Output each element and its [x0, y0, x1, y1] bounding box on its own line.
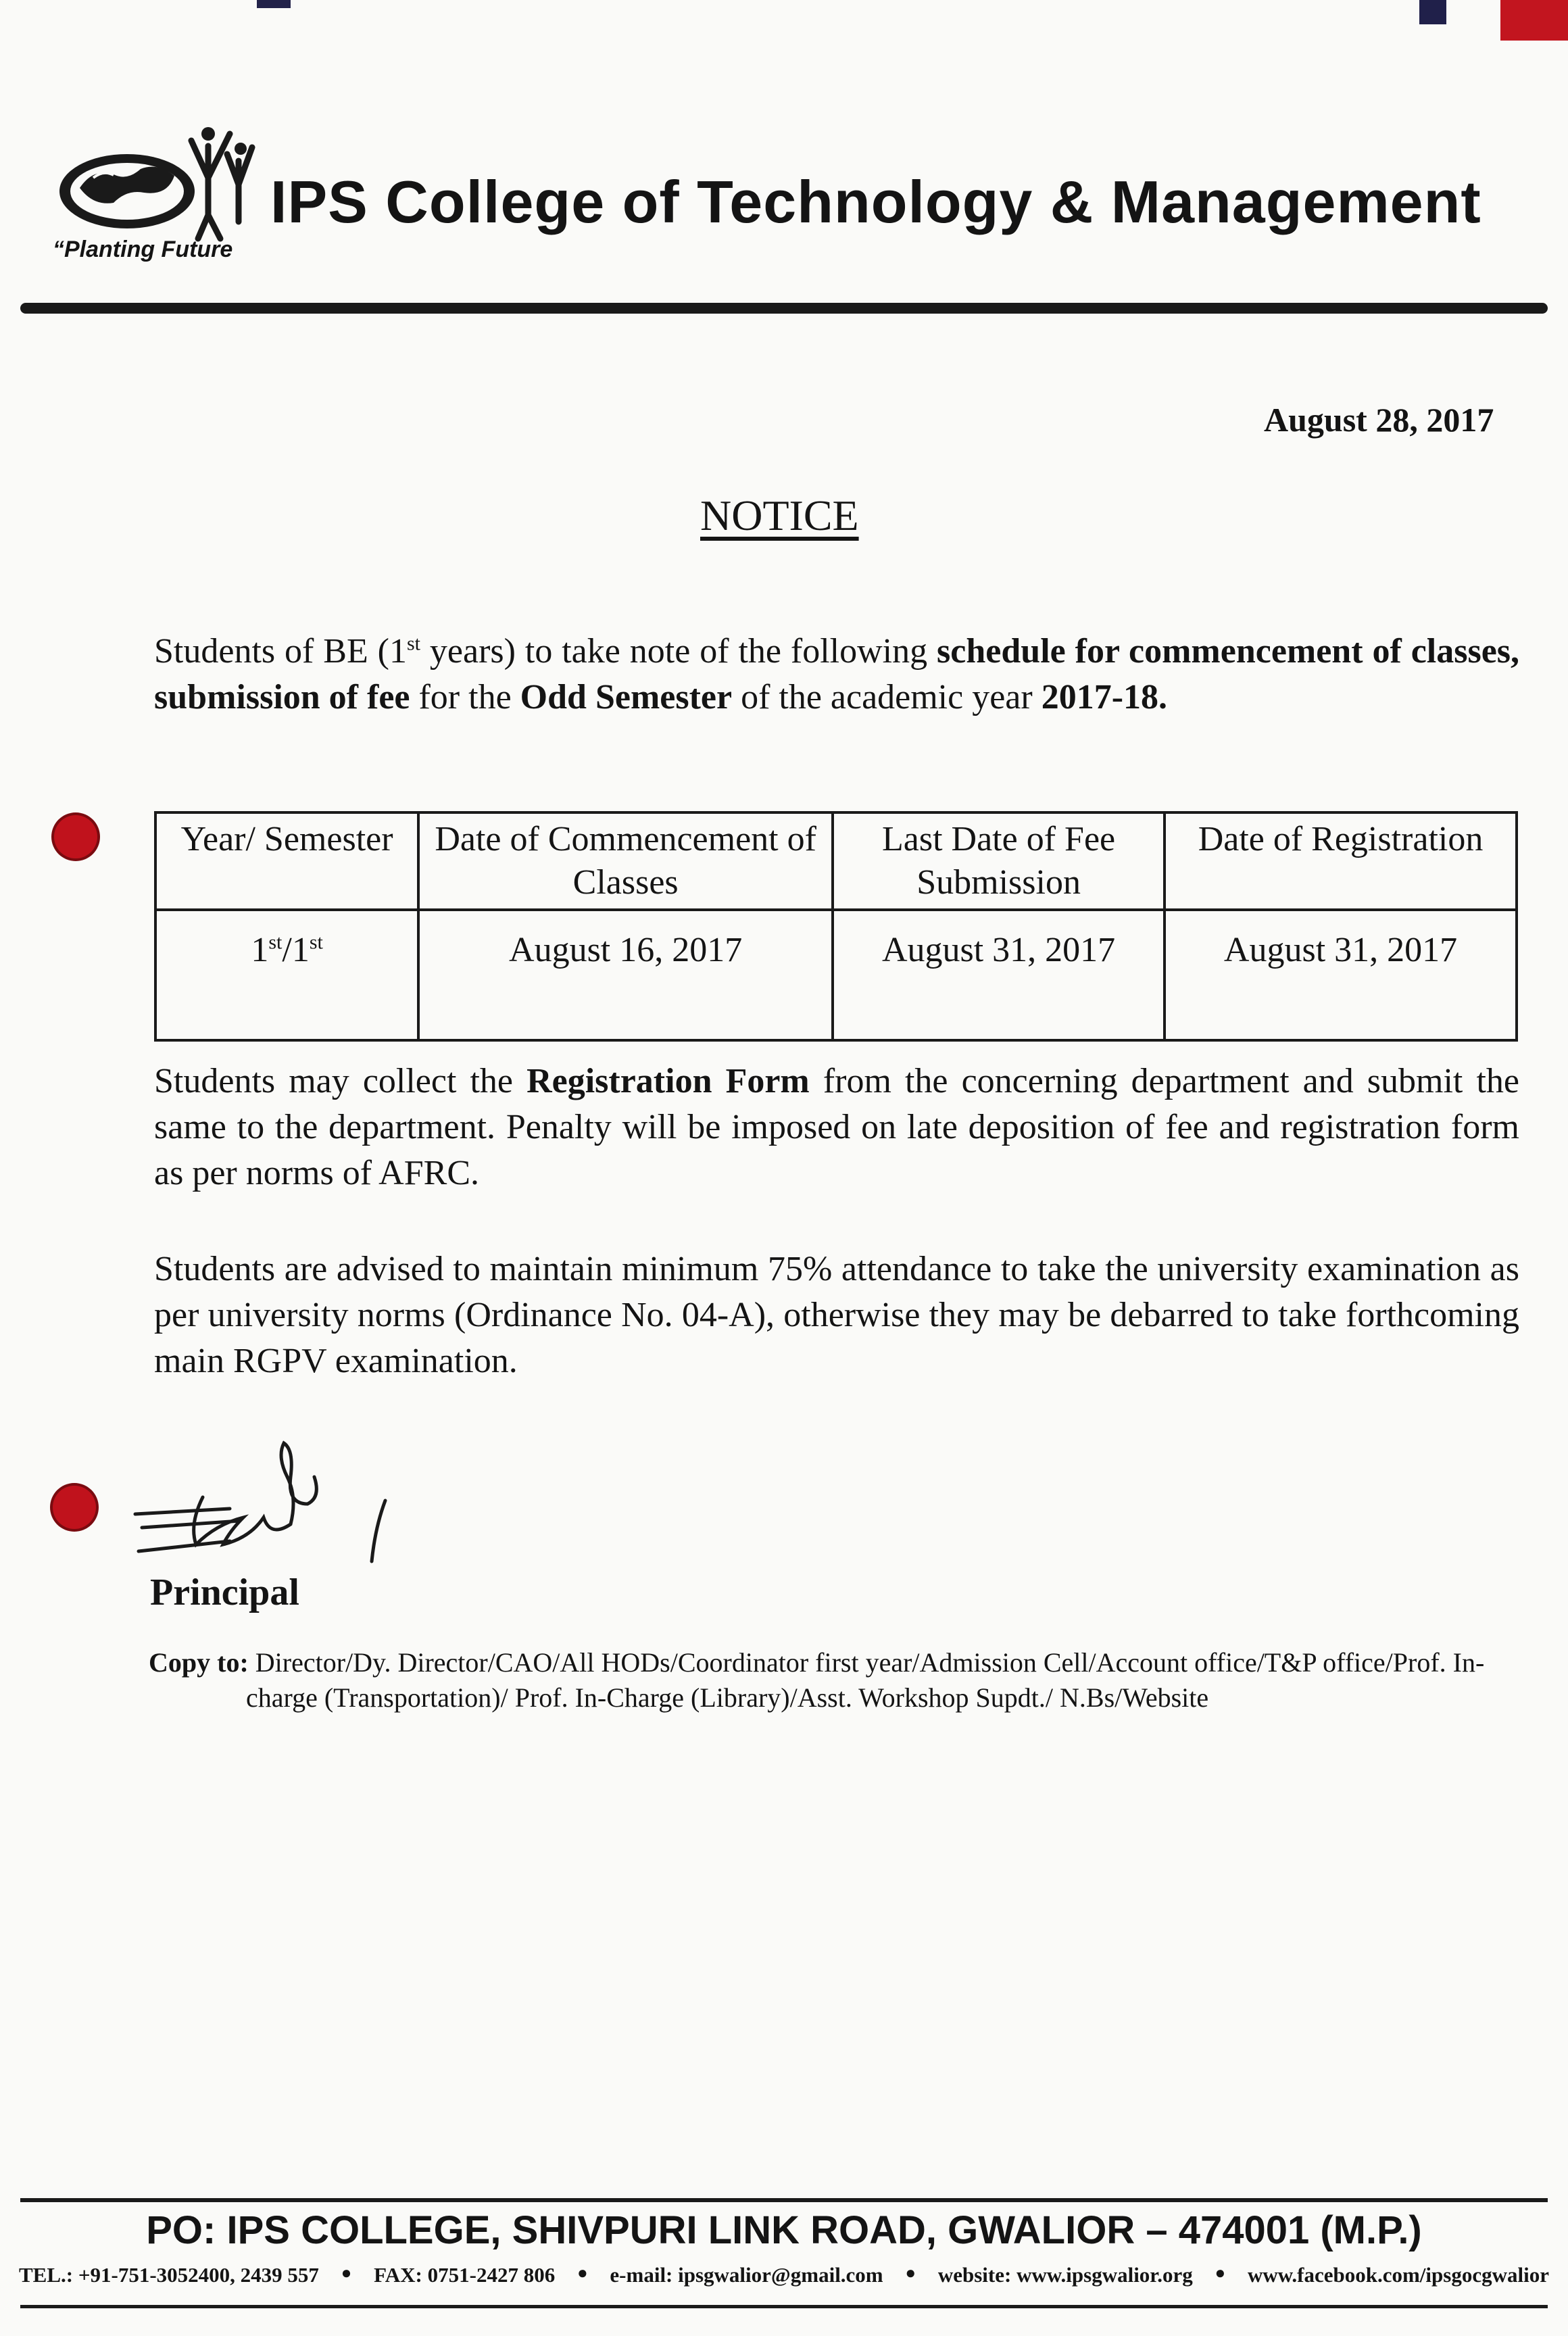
- copy-to-line: charge (Transportation)/ Prof. In-Charge (Library)/Asst. Workshop Supdt./ N.Bs/Website: [246, 1682, 1209, 1713]
- bullet-separator-icon: ●: [577, 2263, 588, 2283]
- intro-paragraph: [154, 629, 1519, 721]
- intro-text: for the: [410, 678, 520, 716]
- intro-text: of the academic year: [732, 678, 1042, 716]
- para-text: Students may collect the: [154, 1062, 527, 1100]
- para-text: from the concerning department and submit the same to the department. Penalty will be imposed on late deposition of fee and registration form as per norms of AFRC.: [154, 1062, 1519, 1192]
- semester-value: /1: [282, 931, 310, 969]
- table-header-row: [155, 812, 1517, 910]
- copy-to-line: Director/Dy. Director/CAO/All HODs/Coordinator first year/Admission Cell/Account office/T&P office/Prof. In-: [248, 1647, 1485, 1678]
- college-logo: [53, 114, 255, 276]
- table-cell-commencement: August 16, 2017: [418, 910, 833, 1040]
- footer-fax: FAX: 0751-2427 806: [374, 2263, 556, 2287]
- footer-divider: [20, 2305, 1548, 2308]
- college-name: IPS College of Technology & Management: [270, 168, 1481, 235]
- punch-hole-marker: [53, 1486, 96, 1529]
- intro-bold: 2017-18.: [1041, 678, 1168, 716]
- table-header-cell: Year/ Semester: [155, 812, 418, 910]
- attendance-paragraph: Students are advised to maintain minimum 75% attendance to take the university examination as per university norms (Ordinance No. 04-A), otherwise they may be debarred to take forthcoming main RGPV examination.: [154, 1250, 1519, 1380]
- copy-to-list: [149, 1645, 1527, 1716]
- table-cell-year-semester: [155, 910, 418, 1040]
- bullet-separator-icon: ●: [905, 2263, 916, 2283]
- footer-tel: TEL.: +91-751-3052400, 2439 557: [19, 2263, 319, 2287]
- footer-address: PO: IPS COLLEGE, SHIVPURI LINK ROAD, GWALIOR – 474001 (M.P.): [146, 2208, 1422, 2252]
- intro-text: years) to take note of the following: [420, 632, 937, 671]
- footer-website: website: www.ipsgwalior.org: [937, 2263, 1193, 2287]
- top-edge-mark: [1419, 0, 1446, 24]
- top-edge-mark: [257, 0, 291, 8]
- table-row: [155, 910, 1517, 1040]
- year-sup: st: [268, 931, 283, 954]
- intro-bold: Odd Semester: [520, 678, 733, 716]
- registration-paragraph: [154, 1058, 1519, 1196]
- para-bold: Registration Form: [526, 1062, 810, 1100]
- bullet-separator-icon: ●: [341, 2263, 352, 2283]
- top-edge-mark: [1500, 0, 1568, 41]
- table-header-cell: Date of Registration: [1165, 812, 1517, 910]
- table-header-cell: Last Date of Fee Submission: [833, 812, 1165, 910]
- footer-divider: [20, 2198, 1548, 2202]
- intro-text: Students of BE (1: [154, 632, 407, 671]
- intro-sup: st: [406, 632, 420, 655]
- header-divider: [20, 303, 1548, 314]
- principal-signature: [128, 1433, 426, 1588]
- bullet-separator-icon: ●: [1215, 2263, 1226, 2283]
- notice-date: August 28, 2017: [1264, 401, 1494, 439]
- table-header-cell: Date of Commencement of Classes: [418, 812, 833, 910]
- footer-facebook: www.facebook.com/ipsgocgwalior: [1247, 2263, 1549, 2287]
- signatory-title: Principal: [150, 1572, 299, 1613]
- table-cell-registration: August 31, 2017: [1165, 910, 1517, 1040]
- schedule-table-wrapper: [154, 811, 1518, 1042]
- table-cell-fee-last-date: August 31, 2017: [833, 910, 1165, 1040]
- globe-people-logo-icon: [53, 114, 255, 249]
- intro-bold: schedule for commencement of classes, submission of fee: [154, 632, 1520, 716]
- notice-title: NOTICE: [700, 491, 859, 539]
- copy-to-label: Copy to:: [149, 1647, 249, 1678]
- schedule-table: [154, 811, 1518, 1042]
- year-value: 1: [251, 931, 269, 969]
- footer-contact-line: [19, 2263, 1549, 2287]
- punch-hole-marker: [54, 815, 97, 858]
- semester-sup: st: [309, 931, 323, 954]
- footer-email: e-mail: ipsgwalior@gmail.com: [610, 2263, 883, 2287]
- college-tagline: “Planting Future: [53, 237, 233, 262]
